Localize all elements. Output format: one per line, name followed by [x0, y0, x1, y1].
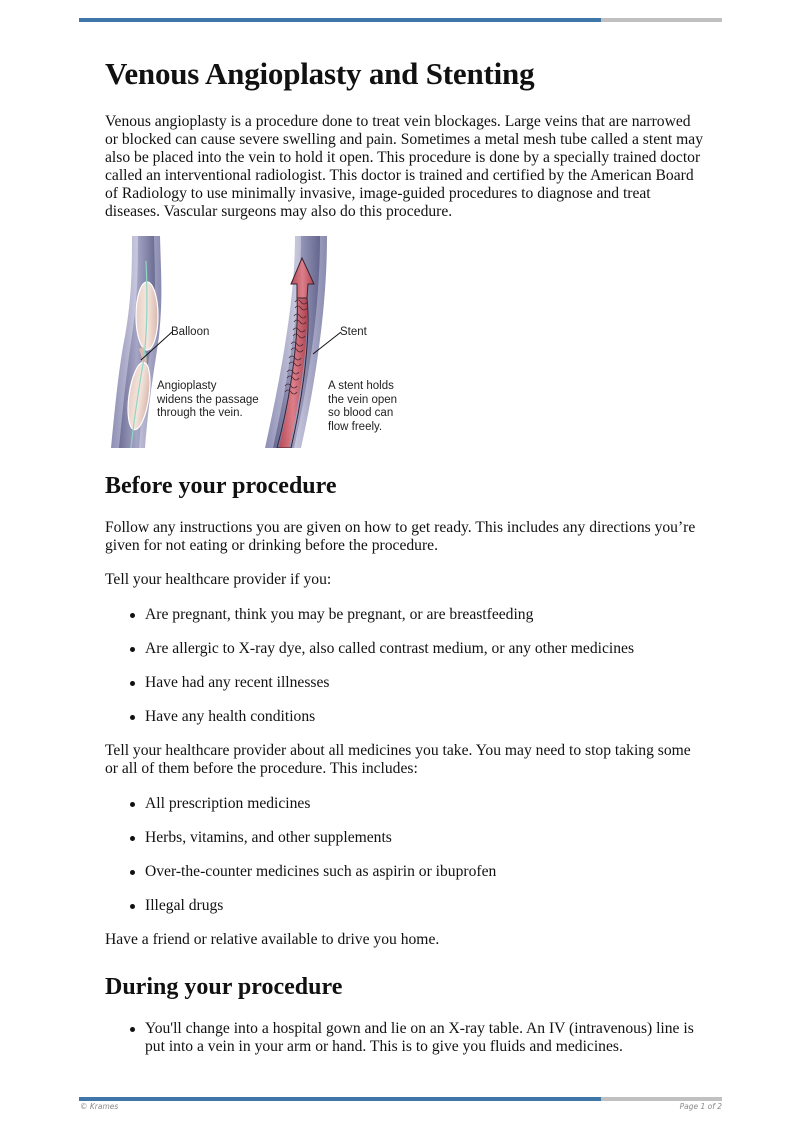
medicines-list — [105, 795, 705, 915]
stent-caption-line: flow freely. — [328, 420, 383, 433]
stent-label: Stent — [340, 326, 367, 338]
drive-home-paragraph: Have a friend or relative available to drive you home. — [105, 931, 440, 948]
footer-copyright: © Krames — [80, 1102, 119, 1111]
list-item: Have had any recent illnesses — [105, 674, 705, 692]
angioplasty-caption-line: widens the passage — [157, 393, 259, 406]
page-title: Venous Angioplasty and Stenting — [105, 56, 535, 91]
balloon-label: Balloon — [171, 326, 210, 338]
medicines-paragraph: Tell your healthcare provider about all medicines you take. You may need to stop taking some or all of them before the procedure. This includes: — [105, 742, 691, 777]
header-bar-primary — [79, 18, 601, 22]
list-item: Illegal drugs — [105, 897, 705, 915]
list-item: Herbs, vitamins, and other supplements — [105, 829, 705, 847]
procedure-illustration — [105, 236, 405, 448]
list-item: Over-the-counter medicines such as aspirin or ibuprofen — [105, 863, 705, 881]
stent-caption — [328, 380, 397, 434]
header-divider-bar — [79, 18, 722, 22]
tell-provider-paragraph: Tell your healthcare provider if you: — [105, 571, 332, 588]
angioplasty-caption-line: through the vein. — [157, 407, 243, 419]
footer-page-number: Page 1 of 2 — [679, 1102, 722, 1111]
tell-provider-list — [105, 606, 705, 726]
angioplasty-caption-line: Angioplasty — [157, 380, 217, 392]
header-bar-secondary — [601, 18, 722, 22]
footer-bar-primary — [79, 1097, 601, 1101]
section-heading-before: Before your procedure — [105, 473, 337, 499]
section-heading-during: During your procedure — [105, 974, 343, 1000]
document-body — [105, 52, 705, 1056]
list-item: All prescription medicines — [105, 795, 705, 813]
list-item: Are allergic to X-ray dye, also called contrast medium, or any other medicines — [105, 640, 705, 658]
angioplasty-caption — [157, 380, 259, 421]
list-item: Are pregnant, think you may be pregnant, or are breastfeeding — [105, 606, 705, 624]
footer-divider-bar — [79, 1097, 722, 1101]
stent-caption-line: so blood can — [328, 407, 394, 419]
intro-paragraph: Venous angioplasty is a procedure done to treat vein blockages. Large veins that are narrowed or blocked can cause severe swelling and pain. Sometimes a metal mesh tube called a stent may also be placed into the vein to hold it open. This procedure is done by a specially trained doctor called an interventional radiologist. This doctor is trained and certified by the American Board of Radiology to use minimally invasive, image-guided procedures to diagnose and treat diseases. Vascular surgeons may also do this procedure. — [105, 113, 703, 220]
list-item: You'll change into a hospital gown and lie on an X-ray table. An IV (intravenous) line is put into a vein in your arm or hand. This is to give you fluids and medicines. — [105, 1020, 705, 1056]
during-procedure-list — [105, 1020, 705, 1056]
before-instructions-paragraph: Follow any instructions you are given on how to get ready. This includes any directions you’re given for not eating or drinking before the procedure. — [105, 519, 696, 554]
footer-bar-secondary — [601, 1097, 722, 1101]
stent-caption-line: the vein open — [328, 393, 398, 406]
stent-caption-line: A stent holds — [328, 380, 394, 392]
list-item: Have any health conditions — [105, 708, 705, 726]
